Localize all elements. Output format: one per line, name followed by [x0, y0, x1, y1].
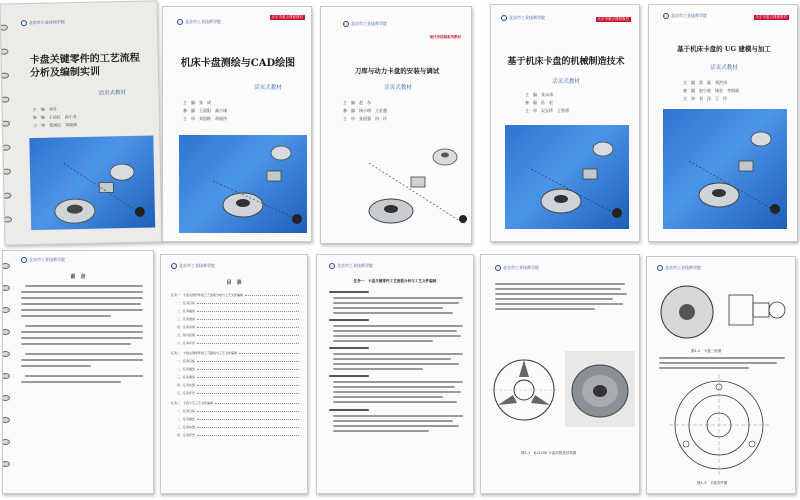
toc-line[interactable]: 二、任务描述 — [177, 367, 299, 371]
series-tag: 北京市重点课程教材 — [597, 17, 629, 21]
chuck-photo — [565, 351, 635, 427]
school-name: 北京市工业技师学院 — [501, 15, 545, 21]
cover-card-3[interactable] — [320, 6, 472, 244]
toc-line[interactable]: 任务一 卡盘关键零件的工艺流程分析与工艺文件编制 — [171, 293, 299, 297]
toc-line[interactable]: 三、任务准备 — [177, 317, 299, 321]
school-emblem-icon — [495, 265, 501, 271]
toc-line[interactable]: 五、任务评价 — [177, 391, 299, 395]
toc-line[interactable]: 四、任务实施 — [177, 383, 299, 387]
school-name: 北京市工业技师学院 — [657, 265, 701, 271]
school-emblem-icon — [329, 263, 335, 269]
cover-subtitle: 活页式教材 — [254, 85, 282, 91]
cover-card-4[interactable] — [490, 4, 640, 242]
chuck-exploded-illustration — [517, 133, 627, 225]
drawing-page[interactable] — [646, 256, 796, 494]
school-emblem-icon — [171, 263, 177, 269]
chuck-exploded-illustration — [193, 141, 305, 231]
toc-line[interactable]: 任务三 卡盘卡爪工艺文件编制 — [171, 401, 299, 405]
cover-meta: 主 编 雷 磊 刘洪涛 参 编 赵小波 杨宏 李海斌 主 审 刘 洋 王 玲 — [683, 80, 739, 101]
cover-title: 基于机床卡盘的 UG 建模与加工 — [677, 45, 771, 53]
cover-card-2[interactable] — [162, 6, 312, 242]
figure-caption: 图1-2 卡盘三视图 — [691, 349, 722, 353]
school-name: 北京市工业技师学院 — [21, 257, 65, 263]
school-emblem-icon — [663, 13, 669, 19]
figure-caption: 图1-3 卡盘零件图 — [697, 481, 728, 485]
cover-title: 刀库与动力卡盘的安装与调试 — [354, 67, 440, 75]
cover-title: 基于机床卡盘的机械制造技术 — [507, 57, 625, 67]
page-heading: 前 言 — [70, 274, 86, 280]
chuck-front-view-drawing — [489, 355, 559, 425]
school-name: 北京市工业技师学院 — [329, 263, 373, 269]
cover-subtitle: 活页式教材 — [552, 79, 580, 85]
toc-line[interactable]: 任务二 卡盘关键零件的工艺路线与工艺文件编制 — [171, 351, 299, 355]
school-name: 北京市工业技师学院 — [495, 265, 539, 271]
cover-meta: 主 编 刘冬 参 编 王运红 孙小芳 主 审 张国民 刘晓燕 — [32, 106, 78, 129]
cover-subtitle: 活页式教材 — [384, 85, 412, 91]
toc-line[interactable]: 一、任务目标 — [177, 359, 299, 363]
chuck-exploded-illustration — [675, 121, 785, 221]
toc-line[interactable]: 一、任务目标 — [177, 301, 299, 305]
cover-subtitle: 活页式教材 — [710, 65, 738, 71]
cover-title: 机床卡盘测绘与CAD绘图 — [180, 58, 296, 69]
school-name: 北京市工业技师学院 — [171, 263, 215, 269]
cover-title: 卡盘关键零件的工艺流程分析及编制实训 — [29, 52, 140, 80]
toc-line[interactable]: 三、任务实施 — [177, 425, 299, 429]
school-name: 北京市工业技师学院 — [663, 13, 707, 19]
school-emblem-icon — [177, 19, 183, 25]
figure-caption: 图1-1 K11250 卡盘实物及结构图 — [521, 451, 577, 455]
binder-rings — [0, 4, 14, 244]
school-name: 北京市工业技师学院 — [21, 19, 65, 26]
chuck-exploded-illustration — [43, 141, 155, 233]
series-tag: 现代学徒制系列教材 — [429, 35, 461, 39]
chuck-assembly-drawing — [657, 279, 717, 345]
toc-line[interactable]: 二、任务描述 — [177, 417, 299, 421]
toc-line[interactable]: 四、任务评价 — [177, 433, 299, 437]
toc-line[interactable]: 二、任务描述 — [177, 309, 299, 313]
toc-line[interactable]: 一、任务目标 — [177, 409, 299, 413]
page-heading: 任务一 卡盘关键零件工艺流程分析与工艺文件编制 — [353, 279, 437, 283]
cover-meta: 主 编 张永涛 参 编 孙 宏 主 审 吴宝珍 王智勇 — [525, 92, 569, 113]
toc-line[interactable]: 三、任务准备 — [177, 375, 299, 379]
cover-card-1[interactable] — [0, 0, 163, 245]
toc-line[interactable]: 四、任务实施 — [177, 325, 299, 329]
part-side-drawing — [725, 285, 787, 335]
toc-line[interactable]: 六、任务评价 — [177, 341, 299, 345]
figure-page[interactable] — [480, 254, 640, 494]
chuck-exploded-illustration — [351, 133, 471, 233]
binder-rings — [2, 251, 11, 493]
page-heading: 目 录 — [226, 280, 242, 286]
cover-card-5[interactable] — [648, 4, 798, 242]
cover-meta: 主 编 张 成 参 编 王晨阳 高小刚 主 审 刘国栋 胡丽莎 — [183, 100, 227, 121]
toc-line[interactable]: 五、知识拓展 — [177, 333, 299, 337]
preface-page[interactable] — [2, 250, 154, 494]
school-emblem-icon — [501, 15, 507, 21]
cover-meta: 主 编 赵 东 参 编 杨小明 王宏超 主 审 张国强 何 玲 — [343, 100, 387, 121]
school-name: 北京市工业技师学院 — [343, 21, 387, 27]
school-emblem-icon — [21, 20, 27, 26]
toc-page[interactable] — [160, 254, 308, 494]
series-tag: 北京市重点课程教材 — [755, 15, 787, 19]
chuck-section-drawing — [669, 375, 769, 475]
school-emblem-icon — [343, 21, 349, 27]
cover-subtitle: 活页式教材 — [98, 90, 127, 97]
school-name: 北京市工业技师学院 — [177, 19, 221, 25]
school-emblem-icon — [21, 257, 27, 263]
school-emblem-icon — [657, 265, 663, 271]
task-page[interactable] — [316, 254, 474, 494]
series-tag: 北京市重点课程教材 — [271, 15, 303, 19]
